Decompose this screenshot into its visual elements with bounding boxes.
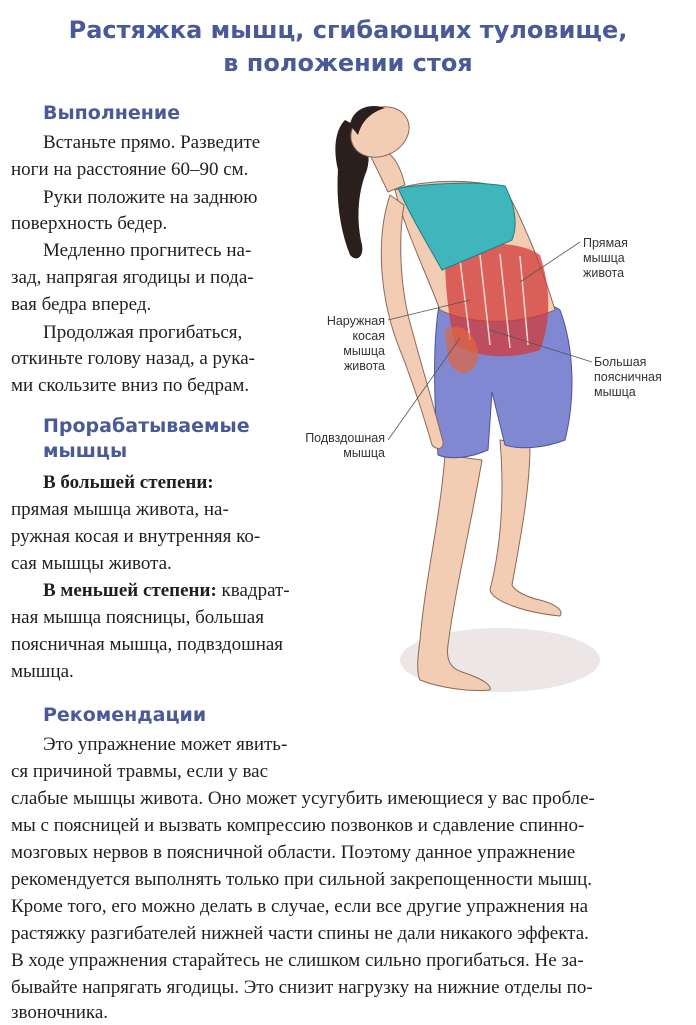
page-title bbox=[0, 14, 696, 80]
recommendation-line: мозговых нервов в поясничной области. Поэтому данное упражнение bbox=[11, 842, 576, 863]
minor-line-rest: квадрат- bbox=[216, 580, 290, 601]
label-rectus-abdominis bbox=[583, 236, 628, 281]
title-line-1: Растяжка мышц, сгибающих туловище, bbox=[68, 16, 628, 44]
minor-first-line bbox=[43, 578, 290, 603]
anatomy-illustration bbox=[290, 96, 696, 706]
label-external-oblique bbox=[327, 314, 385, 374]
minor-line: ная мышца поясницы, большая bbox=[11, 607, 264, 628]
recommendation-line: звоночника. bbox=[11, 1002, 109, 1023]
minor-label: В меньшей степени: bbox=[43, 580, 217, 601]
label-line: мышца bbox=[583, 251, 625, 265]
muscles-heading-line-2: мышцы bbox=[43, 440, 128, 462]
execution-line: Продолжая прогибаться, bbox=[43, 322, 243, 343]
minor-line: мышца. bbox=[11, 661, 74, 682]
execution-line: поверхность бедер. bbox=[11, 213, 168, 234]
label-iliacus bbox=[305, 431, 385, 461]
recommendation-line: Кроме того, его можно делать в случае, если все другие упражнения на bbox=[11, 896, 589, 917]
label-line: мышца bbox=[594, 385, 636, 399]
label-line: мышца bbox=[343, 344, 385, 358]
recommendation-line: мы с поясницей и вызвать компрессию позвонков и сдавление спинно- bbox=[11, 815, 585, 836]
muscles-heading-line-1: Прорабатываемые bbox=[43, 415, 250, 437]
recommendation-line: бывайте напрягать ягодицы. Это снизит нагрузку на нижние отделы по- bbox=[11, 977, 593, 998]
execution-line: ноги на расстояние 60–90 см. bbox=[11, 159, 249, 180]
execution-line: откиньте голову назад, а рука- bbox=[11, 348, 256, 369]
label-line: Большая bbox=[594, 355, 647, 369]
execution-line: Медленно прогнитесь на- bbox=[43, 240, 252, 261]
title-line-2: в положении стоя bbox=[223, 49, 473, 77]
recommendation-line: В ходе упражнения старайтесь не слишком сильно прогибаться. Не за- bbox=[11, 950, 584, 971]
label-line: поясничная bbox=[594, 370, 662, 384]
major-line: сая мышцы живота. bbox=[11, 553, 172, 574]
label-line: живота bbox=[583, 266, 625, 280]
back-leg bbox=[490, 440, 561, 616]
recommendation-line: ся причиной травмы, если у вас bbox=[11, 761, 269, 782]
label-psoas-major bbox=[594, 355, 662, 400]
major-label: В большей степени: bbox=[43, 472, 214, 493]
minor-line: поясничная мышца, подвздошная bbox=[11, 634, 284, 655]
major-line: прямая мышца живота, на- bbox=[11, 499, 229, 520]
label-line: косая bbox=[352, 329, 385, 343]
recommendation-line: растяжку разгибателей нижней части спины не дали никакого эффекта. bbox=[11, 923, 589, 944]
label-line: Прямая bbox=[583, 236, 628, 250]
label-line: живота bbox=[343, 359, 385, 373]
execution-line: ми скользите вниз по бедрам. bbox=[11, 375, 250, 396]
recommendation-line: слабые мышцы живота. Оно может усугубить имеющиеся у вас пробле- bbox=[11, 788, 595, 809]
label-line: мышца bbox=[343, 446, 385, 460]
label-line: Подвздошная bbox=[305, 431, 385, 445]
execution-line: Встаньте прямо. Разведите bbox=[43, 132, 261, 153]
execution-heading: Выполнение bbox=[43, 102, 181, 124]
major-line: ружная косая и внутренняя ко- bbox=[11, 526, 261, 547]
recommendations-heading: Рекомендации bbox=[43, 704, 207, 726]
recommendation-line: Это упражнение может явить- bbox=[43, 734, 288, 755]
recommendation-line: рекомендуется выполнять только при сильной закрепощенности мышц. bbox=[11, 869, 593, 890]
execution-line: вая бедра вперед. bbox=[11, 294, 152, 315]
label-line: Наружная bbox=[326, 314, 385, 328]
execution-line: Руки положите на заднюю bbox=[43, 187, 258, 208]
muscles-heading bbox=[43, 414, 250, 464]
execution-line: зад, напрягая ягодицы и пода- bbox=[11, 267, 254, 288]
